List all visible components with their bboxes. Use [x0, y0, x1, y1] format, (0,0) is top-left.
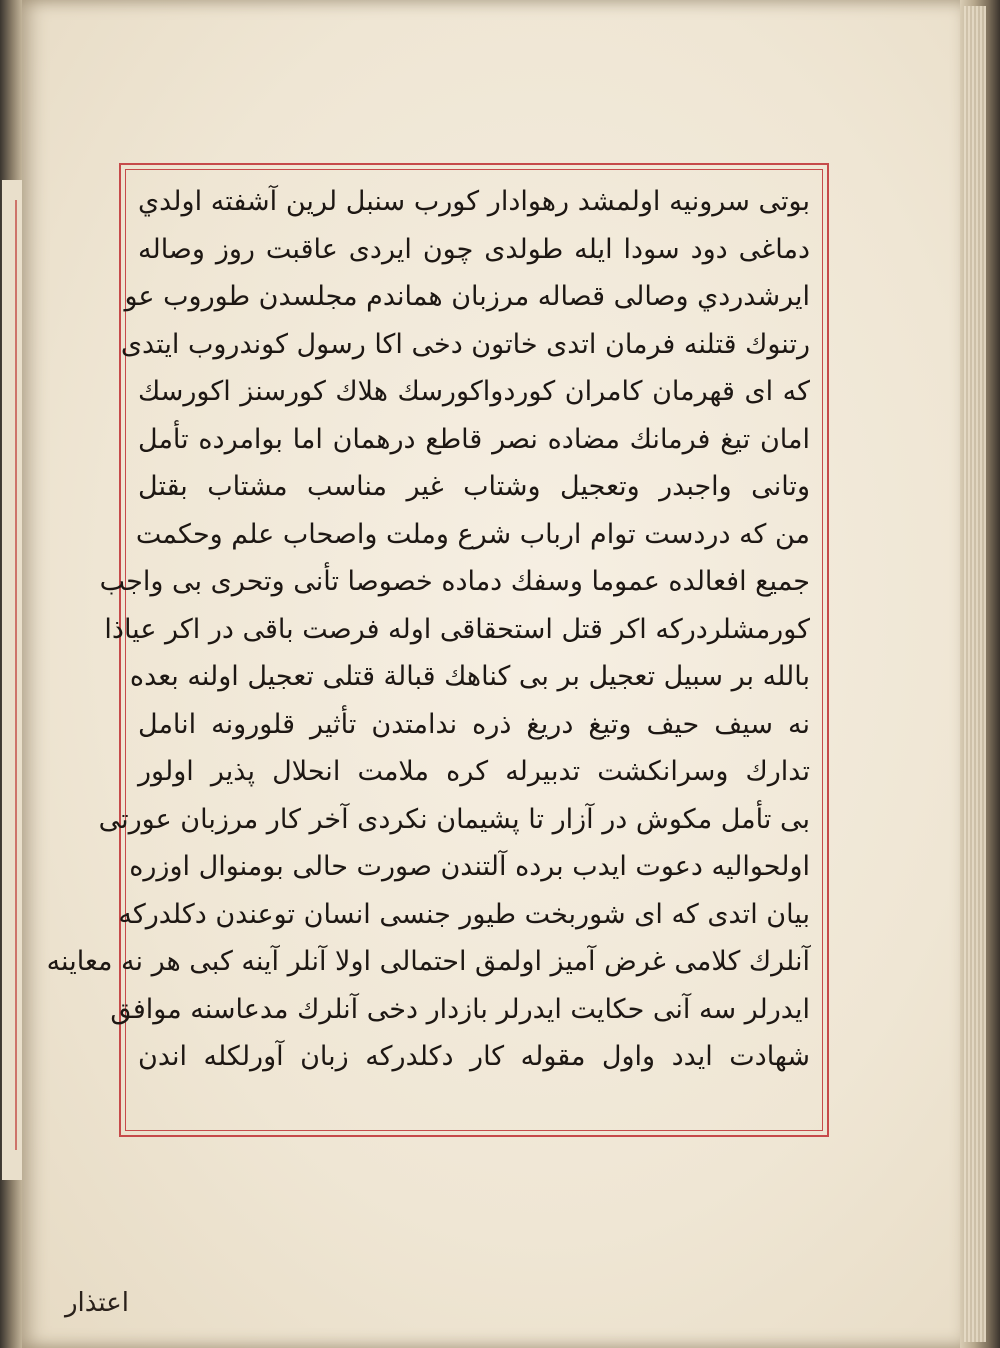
text-line-4: رتنوك قتلنه فرمان اتدى خاتون دخى اكا رسول كوندروب ايتدى	[120, 328, 810, 360]
facing-page-red-rule	[15, 200, 17, 1150]
manuscript-page	[22, 0, 970, 1348]
text-block	[46, 178, 816, 1128]
facing-page-edge	[2, 180, 23, 1180]
text-line-13: تدارك وسرانكشت تدبيرله كره ملامت انحلال پذير اولور	[138, 756, 810, 787]
text-line-7: وتانى واجبدر وتعجيل وشتاب غير مناسب مشتاب بقتل	[138, 471, 810, 502]
text-line-2: دماغى دود سودا ايله طولدى چون ايردى عاقبت روز وصاله	[138, 233, 810, 265]
text-line-12: نه سيف حيف وتيغ دريغ ذره ندامتدن تأثير قلورونه انامل	[138, 708, 810, 740]
text-line-10: كورمشلردركه اكر قتل استحقاقى اوله فرصت باقى در اكر عياذا	[104, 613, 810, 645]
catchword: اعتذار	[64, 1288, 129, 1318]
text-line-1: بوتى سرونيه اولمشد رهوادار كورب سنبل لرين آشفته اولدي	[138, 186, 810, 217]
text-line-9: جميع افعالده عموما وسفك دماده خصوصا تأنى وتحرى بى واجب	[99, 566, 810, 597]
text-line-15: اولحواليه دعوت ايدب برده آلتندن صورت حالى بومنوال اوزره	[129, 851, 810, 882]
text-line-17: آنلرك كلامى غرض آميز اولمق احتمالى اولا آنلر آينه كبى هر نه معاينه	[46, 946, 810, 977]
text-line-6: امان تيغ فرمانك مضاده نصر قاطع درهمان اما بوامرده تأمل	[138, 423, 810, 455]
text-line-16: بيان اتدى كه اى شوربخت طيور جنسى انسان توعندن دكلدركه	[118, 898, 810, 930]
text-line-11: بالله بر سبيل تعجيل بر بى كناهك قبالة قتلى تعجيل اولنه بعده	[129, 661, 810, 692]
text-line-19: شهادت ايدد واول مقوله كار دكلدركه زبان آورلكله اندن	[138, 1041, 810, 1072]
text-line-3: ايرشدردي وصالى قصاله مرزبان هماندم مجلسدن طوروب عو	[124, 281, 810, 312]
text-line-5: كه اى قهرمان كامران كوردواكورسك هلاك كورسنز اكورسك	[138, 376, 810, 407]
text-line-8: من كه دردست توام ارباب شرع وملت واصحاب علم وحكمت	[135, 518, 810, 550]
text-line-18: ايدرلر سه آنى حكايت ايدرلر بازدار دخى آنلرك مدعاسنه موافق	[110, 993, 810, 1025]
page-stack-edge	[964, 6, 986, 1342]
text-line-14: بى تأمل مكوش در آزار تا پشيمان نكردى آخر كار مرزبان عورتى	[98, 803, 810, 835]
